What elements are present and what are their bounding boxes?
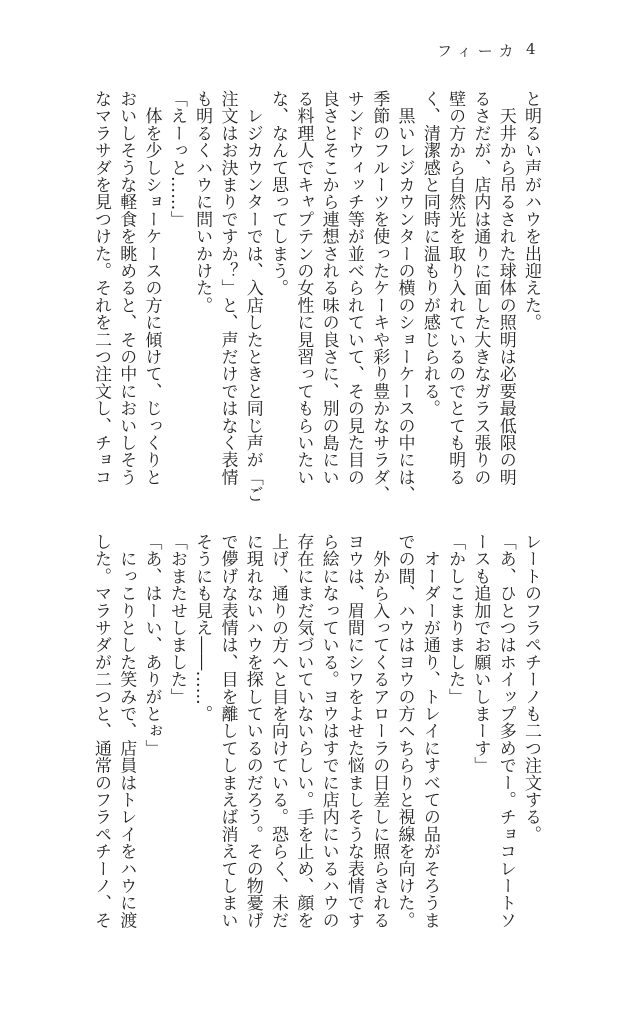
text-line: 天井から吊るされた球体の照明は必要最低限の明	[495, 90, 516, 486]
text-line: 体を少しショーケースの方に傾けて、じっくりと	[141, 90, 162, 486]
text-line: 良さとそこから連想される味の良さに、別の島にい	[318, 90, 339, 486]
text-line: ースも追加でお願いしまーす」	[470, 533, 491, 774]
text-line: オーダーが通り、トレイにすべての品がそろうま	[419, 533, 440, 929]
text-line: なマラサダを見つけた。それを二つ注文し、チョコ	[90, 90, 111, 486]
text-line: 注文はお決まりですか？」と、声だけではなく表情	[217, 90, 238, 486]
text-line: レジカウンターでは、入店したときと同じ声が「ご	[242, 90, 263, 503]
text-line: 季節のフルーツを使ったケーキや彩り豊かなサラダ、	[369, 90, 390, 503]
text-line: 壁の方から自然光を取り入れているのでとても明る	[445, 90, 466, 486]
text-line: での間、ハウはヨウの方へちらりと視線を向けた。	[394, 533, 415, 929]
text-line: した。マラサダが二つと、通常のフラペチーノ、そ	[90, 533, 111, 929]
text-line: な、なんて思ってしまう。	[268, 90, 289, 297]
page-number: 4	[526, 40, 536, 58]
text-line: 黒いレジカウンターの横のショーケースの中には、	[394, 90, 415, 503]
text-line: にっこりとした笑みで、店員はトレイをハウに渡	[116, 533, 137, 929]
text-line: レートのフラペチーノも二つ注文する。	[521, 533, 541, 843]
text-line: 「あ、はーい、ありがとぉ」	[141, 533, 162, 757]
text-line: おいしそうな軽食を眺めると、その中においしそう	[116, 90, 137, 486]
text-line: に現れないハウを探しているのだろう。その物憂げ	[242, 533, 263, 929]
text-line: 「あ、ひとつはホイップ多めでー。チョコレートソ	[495, 533, 516, 929]
text-line: る料理人でキャプテンの女性に見習ってもらいたい	[293, 90, 314, 486]
text-line: 外から入ってくるアローラの日差しに照らされる	[369, 533, 390, 929]
text-line: 上げ、通りの方へと目を向けている。恐らく、未だ	[268, 533, 289, 929]
text-line: も明るくハウに問いかけた。	[192, 90, 213, 314]
text-line: ら絵になっている。ヨウはすでに店内にいるハウの	[318, 533, 339, 929]
text-block-bottom	[87, 533, 543, 947]
text-line: 「おまたせしました」	[166, 533, 187, 705]
text-line: ヨウは、眉間にシワをよせた悩ましそうな表情です	[343, 533, 364, 929]
text-line: るさだが、店内は通りに面した大きなガラス張りの	[470, 90, 491, 486]
text-line: く、清潔感と同時に温もりが感じられる。	[419, 90, 440, 417]
text-line: 存在にまだ気づいていないらしい。手を止め、顔を	[293, 533, 314, 929]
running-header	[0, 40, 621, 64]
text-line: と明るい声がハウを出迎えた。	[521, 90, 541, 331]
text-block-top	[87, 90, 543, 504]
text-line: 「かしこまりました」	[445, 533, 466, 705]
chapter-title: フィーカ	[437, 42, 520, 60]
text-line: サンドウィッチ等が並べられていて、その見た目の	[343, 90, 364, 486]
text-line: で儚げな表情は、目を離してしまえば消えてしまい	[217, 533, 238, 929]
text-line: 「えーっと……」	[166, 90, 187, 228]
text-line: そうにも見え――……。	[192, 533, 213, 723]
